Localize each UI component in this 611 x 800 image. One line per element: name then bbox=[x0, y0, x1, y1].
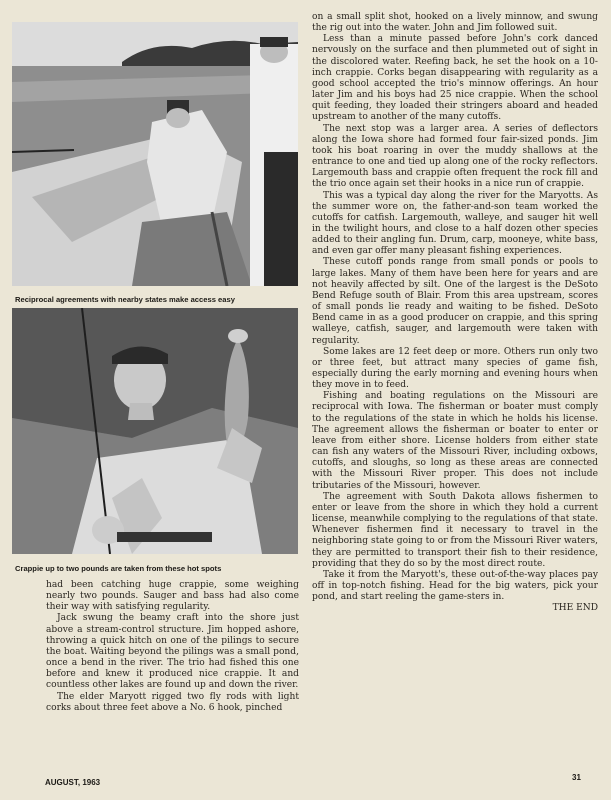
photo-caption-2: Crappie up to two pounds are taken from these hot spots bbox=[15, 564, 222, 573]
photo-angler-with-crappie bbox=[12, 308, 298, 554]
paragraph: Some lakes are 12 feet deep or more. Others run only two or three feet, but attract many species of game fish, especially during the early morning and evening hours when they move in to feed. bbox=[312, 346, 598, 391]
photo-boat-illustration bbox=[12, 22, 298, 286]
paragraph: The agreement with South Dakota allows fishermen to enter or leave from the shore in which they hold a current license, meanwhile complying to the regulations of that state. Whenever fishermen find it necessary to travel in the neighboring state going to or from the Missouri River waters, they are permitted to transport their fish to their residence, providing that they do so by the most direct route. bbox=[312, 491, 598, 569]
photo-boat-anglers bbox=[12, 22, 298, 286]
the-end-marker: THE END bbox=[552, 603, 598, 614]
photo-angler-illustration bbox=[12, 308, 298, 554]
issue-date: AUGUST, 1963 bbox=[45, 778, 101, 787]
paragraph: Less than a minute passed before John's cork danced nervously on the surface and then plummeted out of sight in the discolored water. Reefing back, he set the hook on a 10-inch crappie. Corks began disappearing with regularity as a good school accepted the trio's minnow offerings. An hour later Jim and his boys had 25 nice crappie. When the school quit feeding, they loaded their stringers aboard and headed upstream to another of the many cutoffs. bbox=[312, 34, 598, 123]
paragraph: This was a typical day along the river for the Maryotts. As the summer wore on, the father-and-son team worked the cutoffs for catfish. Largemouth, walleye, and sauger hit well in the twilight hours, and close to a half dozen other species added to their angling fun. Drum, carp, mooneye, white bass, and even gar offer many pleasant fishing experiences. bbox=[312, 190, 598, 257]
paragraph: Fishing and boating regulations on the Missouri are reciprocal with Iowa. The fisherman or boater must comply to the regulations of the state in which he holds his license. The agreement allows the fisherman or boater to enter or leave from either shore. License holders from either state can fish any waters of the Missouri River, including oxbows, cutoffs, and sloughs, so long as these areas are connected with the Missouri River proper. This does not include tributaries of the Missouri, however. bbox=[312, 391, 598, 491]
paragraph: The next stop was a larger area. A series of deflectors along the Iowa shore had formed four fair-sized ponds. Jim took his boat roaring in over the muddy shallows at the entrance to one and tied up along one of the rocky reflectors. Largemouth bass and crappie often frequent the rock fill and the trio once again set their hooks in a nice run of crappie. bbox=[312, 123, 598, 190]
paragraph: Take it from the Maryott's, these out-of-the-way places pay off in top-notch fishing. Head for the big waters, pick your pond, and start reeling the game-sters in. bbox=[312, 569, 598, 603]
right-column bbox=[312, 12, 598, 614]
paragraph: on a small split shot, hooked on a lively minnow, and swung the rig out into the water. John and Jim followed suit. bbox=[312, 12, 598, 34]
photo-caption-1: Reciprocal agreements with nearby states make access easy bbox=[15, 295, 235, 304]
paragraph: The elder Maryott rigged two fly rods with light corks about three feet above a No. 6 hook, pinched bbox=[46, 691, 299, 713]
left-column bbox=[46, 580, 299, 714]
paragraph: had been catching huge crappie, some weighing nearly two pounds. Sauger and bass had also come their way with satisfying regularity. bbox=[46, 580, 299, 613]
page-number: 31 bbox=[572, 773, 581, 782]
paragraph: These cutoff ponds range from small ponds or pools to large lakes. Many of them have been here for years and are not heavily affected by silt. One of the largest is the DeSoto Bend Refuge south of Blair. From this area upstream, scores of small ponds lie ready and waiting to be fished. DeSoto Bend came in as a good producer on crappie, and this spring walleye, catfish, sauger, and largemouth were taken with regularity. bbox=[312, 257, 598, 346]
paragraph: Jack swung the beamy craft into the shore just above a stream-control structure. Jim hopped ashore, throwing a quick hitch on one of the pilings to secure the boat. Waiting beyond the pilings was a small pond, once a bend in the river. The trio had fished this one before and knew it produced nice crappie. It and countless other lakes are found up and down the river. bbox=[46, 613, 299, 691]
